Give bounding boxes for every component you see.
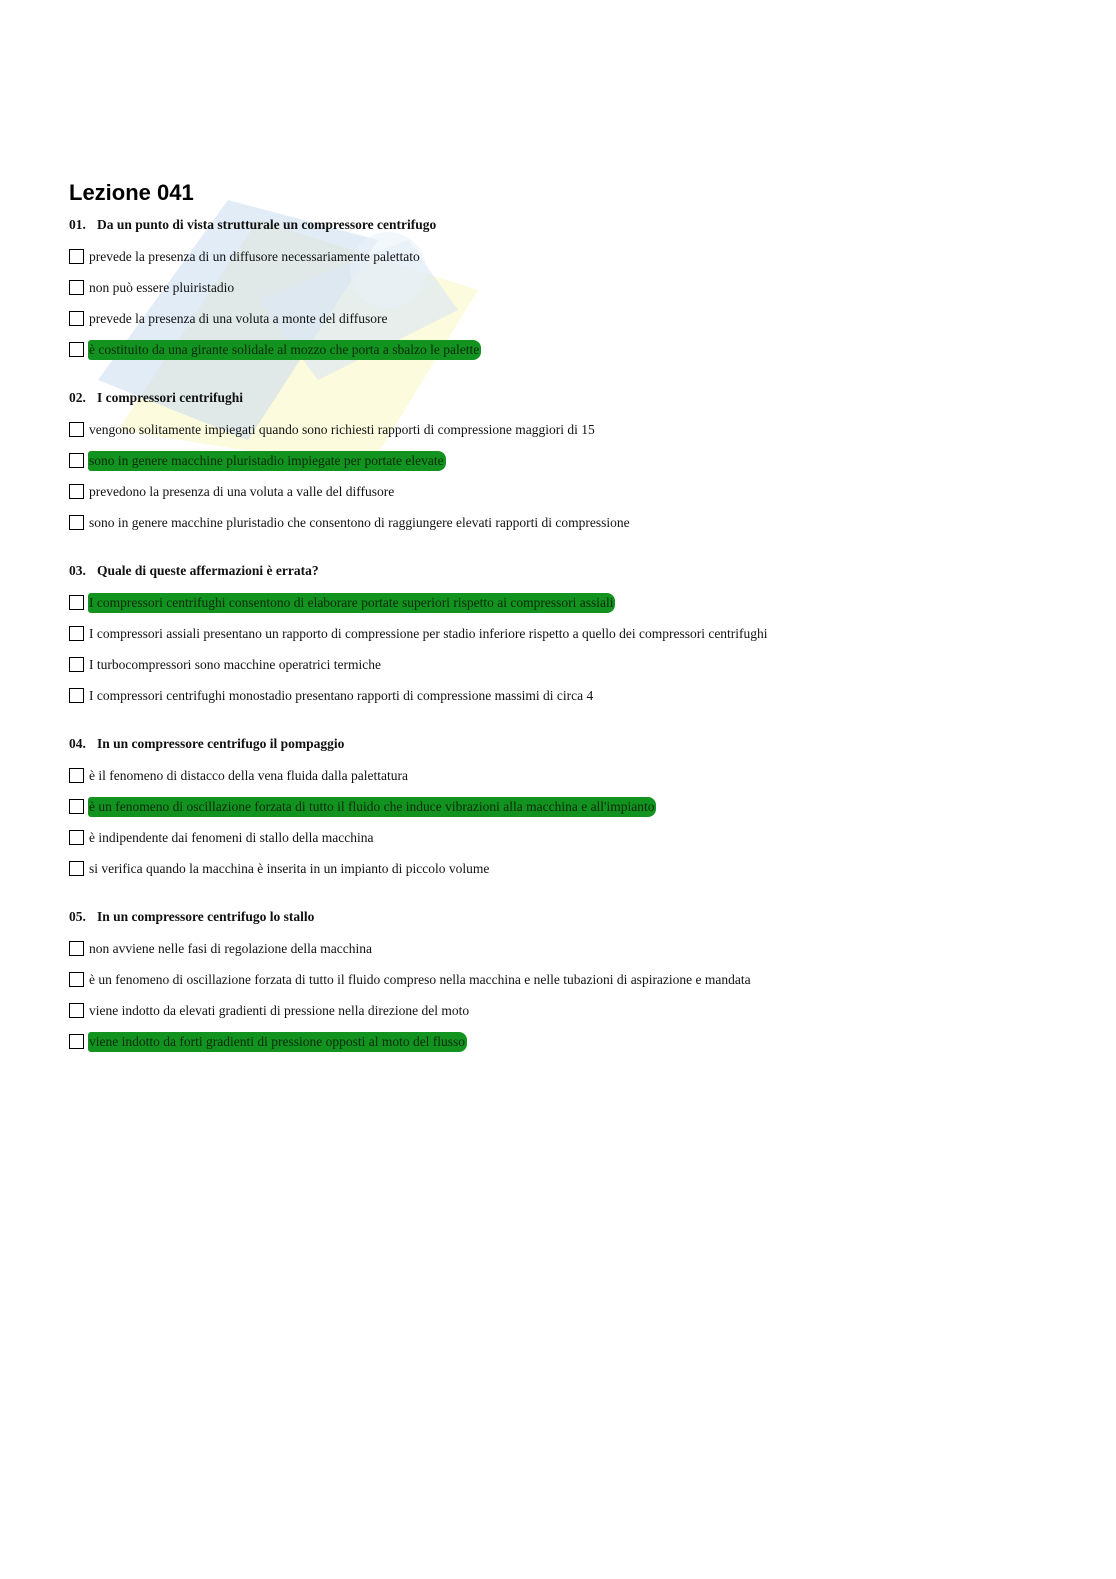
answer-option bbox=[69, 334, 1069, 365]
answer-option bbox=[69, 964, 1069, 995]
answer-option bbox=[69, 853, 1069, 884]
question-number: 04. bbox=[69, 736, 86, 751]
question-number: 02. bbox=[69, 390, 86, 405]
answer-text: è indipendente dai fenomeni di stallo della macchina bbox=[89, 829, 374, 845]
answer-checkbox[interactable] bbox=[69, 595, 84, 610]
answer-text: non può essere pluiristadio bbox=[89, 279, 235, 295]
question-number: 03. bbox=[69, 563, 86, 578]
answer-checkbox[interactable] bbox=[69, 768, 84, 783]
question-3 bbox=[69, 562, 1069, 711]
answer-checkbox[interactable] bbox=[69, 515, 84, 530]
answer-checkbox[interactable] bbox=[69, 626, 84, 641]
answer-checkbox[interactable] bbox=[69, 972, 84, 987]
answer-option bbox=[69, 822, 1069, 853]
lesson-title: Lezione 041 bbox=[69, 180, 194, 205]
answer-text: I turbocompressori sono macchine operatrici termiche bbox=[89, 656, 382, 672]
answer-text: I compressori assiali presentano un rapporto di compressione per stadio inferiore rispetto a quello dei compressori centrifughi bbox=[89, 625, 768, 641]
answer-option bbox=[69, 995, 1069, 1026]
question-heading bbox=[69, 908, 1069, 926]
answer-text-correct: sono in genere macchine pluristadio impiegate per portate elevate bbox=[88, 451, 446, 471]
question-text: I compressori centrifughi bbox=[97, 390, 243, 405]
answer-option bbox=[69, 303, 1069, 334]
answer-text: viene indotto da elevati gradienti di pressione nella direzione del moto bbox=[89, 1002, 470, 1018]
answer-text: è un fenomeno di oscillazione forzata di tutto il fluido compreso nella macchina e nelle tubazioni di aspirazione e mandata bbox=[89, 971, 751, 987]
question-number: 05. bbox=[69, 909, 86, 924]
answer-checkbox[interactable] bbox=[69, 941, 84, 956]
answer-text: I compressori centrifughi monostadio presentano rapporti di compressione massimi di circa 4 bbox=[89, 687, 594, 703]
question-heading bbox=[69, 562, 1069, 580]
question-heading bbox=[69, 216, 1069, 234]
question-heading bbox=[69, 735, 1069, 753]
answer-checkbox[interactable] bbox=[69, 861, 84, 876]
answer-text-correct: è un fenomeno di oscillazione forzata di tutto il fluido che induce vibrazioni alla macchina e all'impianto bbox=[88, 797, 656, 817]
answer-text: è il fenomeno di distacco della vena fluida dalla palettatura bbox=[89, 767, 408, 783]
answer-checkbox[interactable] bbox=[69, 1034, 84, 1049]
quiz-page bbox=[69, 178, 1069, 1081]
answer-checkbox[interactable] bbox=[69, 799, 84, 814]
answer-text-correct: è costituito da una girante solidale al mozzo che porta a sbalzo le palette bbox=[88, 340, 481, 360]
answer-text: sono in genere macchine pluristadio che consentono di raggiungere elevati rapporti di compressione bbox=[89, 514, 630, 530]
question-list bbox=[69, 216, 1069, 1057]
answer-option bbox=[69, 1026, 1069, 1057]
answer-checkbox[interactable] bbox=[69, 280, 84, 295]
answer-option bbox=[69, 933, 1069, 964]
question-1 bbox=[69, 216, 1069, 365]
answer-checkbox[interactable] bbox=[69, 1003, 84, 1018]
answer-text: non avviene nelle fasi di regolazione della macchina bbox=[89, 940, 372, 956]
answer-checkbox[interactable] bbox=[69, 830, 84, 845]
answer-text: si verifica quando la macchina è inserita in un impianto di piccolo volume bbox=[89, 860, 490, 876]
answer-option bbox=[69, 476, 1069, 507]
answer-text: prevede la presenza di un diffusore necessariamente palettato bbox=[89, 248, 420, 264]
answer-option bbox=[69, 791, 1069, 822]
question-heading bbox=[69, 389, 1069, 407]
answer-checkbox[interactable] bbox=[69, 311, 84, 326]
answer-option bbox=[69, 618, 1069, 649]
answer-option bbox=[69, 272, 1069, 303]
question-text: Da un punto di vista strutturale un compressore centrifugo bbox=[97, 217, 437, 232]
answer-text: vengono solitamente impiegati quando sono richiesti rapporti di compressione maggiori di 15 bbox=[89, 421, 595, 437]
question-2 bbox=[69, 389, 1069, 538]
answer-option bbox=[69, 649, 1069, 680]
answer-checkbox[interactable] bbox=[69, 453, 84, 468]
answer-checkbox[interactable] bbox=[69, 484, 84, 499]
answer-checkbox[interactable] bbox=[69, 422, 84, 437]
answer-option bbox=[69, 414, 1069, 445]
answer-option bbox=[69, 680, 1069, 711]
question-text: In un compressore centrifugo lo stallo bbox=[97, 909, 315, 924]
answer-checkbox[interactable] bbox=[69, 249, 84, 264]
question-text: Quale di queste affermazioni è errata? bbox=[97, 563, 319, 578]
answer-option bbox=[69, 587, 1069, 618]
answer-text: prevede la presenza di una voluta a monte del diffusore bbox=[89, 310, 388, 326]
answer-option bbox=[69, 445, 1069, 476]
answer-text: prevedono la presenza di una voluta a valle del diffusore bbox=[89, 483, 395, 499]
answer-option bbox=[69, 507, 1069, 538]
answer-checkbox[interactable] bbox=[69, 657, 84, 672]
question-text: In un compressore centrifugo il pompaggio bbox=[97, 736, 345, 751]
answer-text-correct: I compressori centrifughi consentono di elaborare portate superiori rispetto ai compressori assiali bbox=[88, 593, 615, 613]
answer-option bbox=[69, 760, 1069, 791]
question-5 bbox=[69, 908, 1069, 1057]
answer-checkbox[interactable] bbox=[69, 342, 84, 357]
answer-option bbox=[69, 241, 1069, 272]
answer-text-correct: viene indotto da forti gradienti di pressione opposti al moto del flusso bbox=[88, 1032, 467, 1052]
question-4 bbox=[69, 735, 1069, 884]
question-number: 01. bbox=[69, 217, 86, 232]
answer-checkbox[interactable] bbox=[69, 688, 84, 703]
